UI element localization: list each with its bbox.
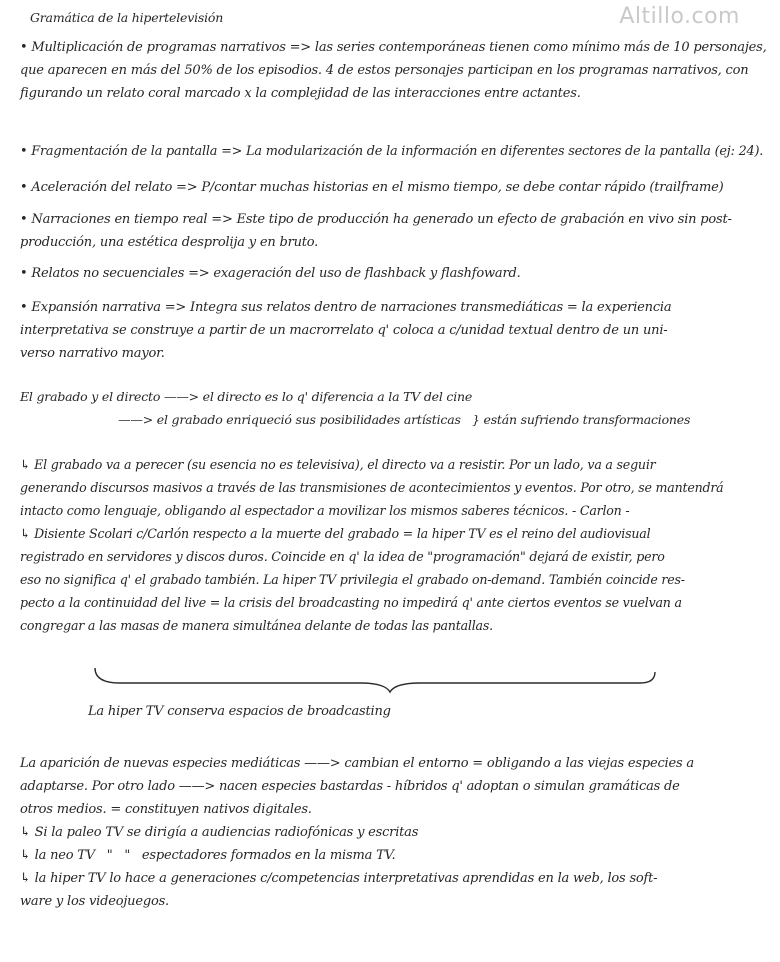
note-line: producción, una estética desprolija y en bruto. bbox=[20, 235, 319, 250]
note-line: • Narraciones en tiempo real => Este tipo de producción ha generado un efecto de grabación en vivo sin post- bbox=[20, 212, 732, 227]
note-line: La aparición de nuevas especies mediáticas ——> cambian el entorno = obligando a las viejas especies a bbox=[20, 756, 694, 771]
note-line: ↳ El grabado va a perecer (su esencia no es televisiva), el directo va a resistir. Por un lado, va a seguir bbox=[20, 457, 656, 472]
note-line: registrado en servidores y discos duros. Coincide en q' la idea de "programación" dejará de existir, pero bbox=[20, 549, 665, 564]
note-line: • Fragmentación de la pantalla => La modularización de la información en diferentes sectores de la pantalla (ej: 24). bbox=[20, 144, 764, 159]
note-line: intacto como lenguaje, obligando al espectador a movilizar los mismos saberes técnicos. - Carlon - bbox=[20, 503, 630, 518]
note-line: otros medios. = constituyen nativos digitales. bbox=[20, 802, 312, 817]
note-line: El grabado y el directo ——> el directo es lo q' diferencia a la TV del cine bbox=[20, 389, 473, 404]
note-hiper-conserva bbox=[88, 700, 391, 723]
note-line: adaptarse. Por otro lado ——> nacen especies bastardas - híbridos q' adoptan o simulan gramáticas de bbox=[20, 779, 680, 794]
note-line: ——> el grabado enriqueció sus posibilidades artísticas } están sufriendo transformaciones bbox=[20, 412, 691, 427]
note-line: • Multiplicación de programas narrativos => las series contemporáneas tienen como mínimo más de 10 personajes, bbox=[20, 40, 767, 55]
note-line: que aparecen en más del 50% de los episodios. 4 de estos personajes participan en los programas narrativos, con bbox=[20, 63, 749, 78]
note-line: ↳ la hiper TV lo hace a generaciones c/competencias interpretativas aprendidas en la web, los soft- bbox=[20, 871, 658, 886]
note-line: La hiper TV conserva espacios de broadcasting bbox=[88, 704, 391, 719]
note-line: interpretativa se construye a partir de un macrorrelato q' coloca a c/unidad textual dentro de un uni- bbox=[20, 323, 668, 338]
note-line: ↳ Disiente Scolari c/Carlón respecto a la muerte del grabado = la hiper TV es el reino del audiovisual bbox=[20, 526, 651, 541]
note-line: ware y los videojuegos. bbox=[20, 894, 169, 909]
page-title: Gramática de la hipertelevisión bbox=[30, 10, 224, 25]
note-line: • Relatos no secuenciales => exageración del uso de flashback y flashfoward. bbox=[20, 266, 521, 281]
note-line: • Aceleración del relato => P/contar muchas historias en el mismo tiempo, se debe contar rápido (trailframe) bbox=[20, 180, 724, 195]
watermark: Altillo.com bbox=[619, 4, 740, 29]
note-line: generando discursos masivos a través de las transmisiones de acontecimientos y eventos. Por otro, se mantendrá bbox=[20, 480, 724, 495]
note-line: verso narrativo mayor. bbox=[20, 346, 165, 361]
note-line: eso no significa q' el grabado también. La hiper TV privilegia el grabado on-demand. También coincide res- bbox=[20, 572, 685, 587]
note-line: • Expansión narrativa => Integra sus relatos dentro de narraciones transmediáticas = la experiencia bbox=[20, 300, 672, 315]
note-line: ↳ la neo TV " " espectadores formados en la misma TV. bbox=[20, 848, 396, 863]
note-line: figurando un relato coral marcado x la complejidad de las interacciones entre actantes. bbox=[20, 86, 581, 101]
note-nuevas-especies bbox=[20, 752, 694, 913]
note-line: ↳ Si la paleo TV se dirigía a audiencias radiofónicas y escritas bbox=[20, 825, 419, 840]
note-line: pecto a la continuidad del live = la crisis del broadcasting no impedirá q' ante ciertos eventos se vuelvan a bbox=[20, 595, 682, 610]
note-line: congregar a las masas de manera simultánea delante de todas las pantallas. bbox=[20, 618, 493, 633]
